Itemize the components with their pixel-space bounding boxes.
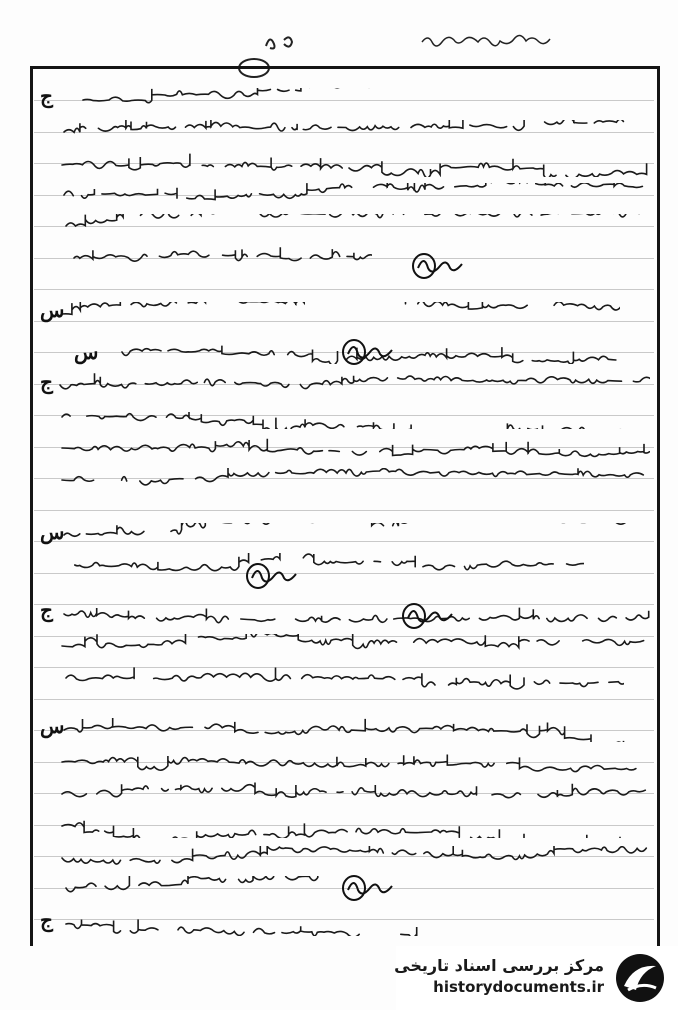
handwritten-line	[60, 814, 650, 836]
handwritten-line	[64, 876, 384, 898]
entry-marker: س	[40, 520, 65, 544]
entry-marker: س	[74, 340, 99, 364]
handwritten-line	[60, 153, 650, 175]
handwritten-line	[60, 750, 650, 772]
handwritten-line	[64, 912, 424, 934]
handwritten-line	[60, 634, 650, 656]
archive-watermark	[396, 946, 678, 1010]
handwritten-line	[72, 246, 372, 268]
header-page-number	[262, 30, 302, 52]
signature-mark	[340, 872, 400, 906]
handwritten-line	[62, 523, 650, 545]
header-scribble	[420, 32, 570, 52]
handwritten-line	[58, 373, 650, 395]
handwritten-line	[60, 302, 620, 324]
signature-mark	[340, 336, 400, 370]
handwritten-line	[60, 405, 650, 427]
ruled-line	[34, 699, 654, 700]
entry-marker: ج	[40, 908, 53, 932]
handwritten-line	[60, 468, 650, 490]
signature-mark	[244, 560, 304, 594]
entry-marker: س	[40, 714, 65, 738]
ruled-line	[34, 510, 654, 511]
ruled-line	[34, 289, 654, 290]
handwritten-line	[62, 183, 650, 205]
handwritten-line	[64, 553, 584, 575]
handwritten-line	[62, 602, 650, 624]
signature-mark	[400, 600, 460, 634]
handwritten-line	[60, 88, 650, 110]
handwritten-line	[60, 782, 650, 804]
handwritten-line	[60, 436, 650, 458]
entry-marker: ج	[40, 84, 53, 108]
archive-logo-icon	[614, 952, 666, 1004]
handwritten-line	[64, 666, 624, 688]
archive-title: مرکز بررسی اسناد تاریخی	[394, 956, 604, 975]
handwritten-line	[60, 846, 650, 868]
entry-marker: ج	[40, 598, 53, 622]
entry-marker: س	[40, 298, 65, 322]
entry-marker: ج	[40, 370, 53, 394]
handwritten-line	[62, 718, 650, 740]
signature-mark	[410, 250, 470, 284]
handwritten-line	[62, 120, 650, 142]
archive-url[interactable]: historydocuments.ir	[433, 978, 604, 996]
handwritten-line	[64, 214, 650, 236]
